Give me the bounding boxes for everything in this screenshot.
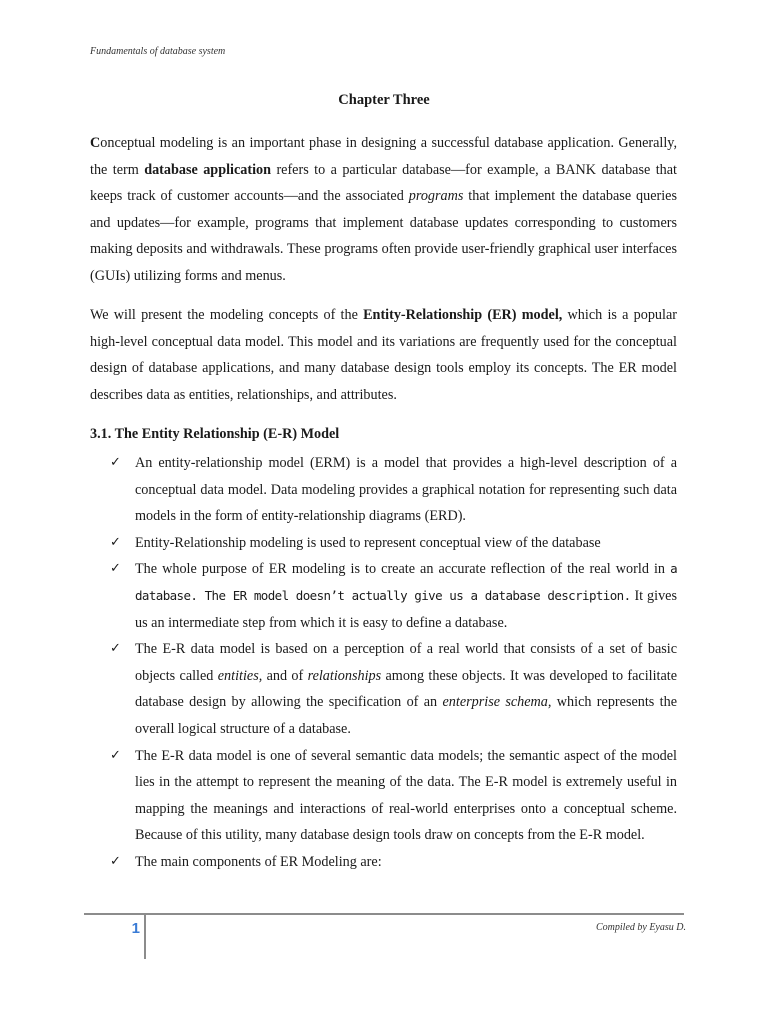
footer-credit: Compiled by Eyasu D. xyxy=(596,922,686,933)
list-item xyxy=(90,530,677,557)
bullet-list xyxy=(90,450,677,876)
page-number: 1 xyxy=(131,920,140,937)
italic-term: relationships xyxy=(307,667,382,684)
list-item xyxy=(90,849,677,876)
running-header: Fundamentals of database system xyxy=(90,46,226,57)
checkmark-icon: ✓ xyxy=(110,455,121,470)
checkmark-icon: ✓ xyxy=(110,561,121,577)
text-run: among these objects. It was developed to facilitate database design by allowing the specification of an xyxy=(135,667,678,711)
bullet-text: An entity-relationship model (ERM) is a model that provides a high-level description of a conceptual data model. Data modeling provides a graphical notation for representing such data models in the form of entity-relationship diagrams (ERD). xyxy=(135,455,677,525)
checkmark-icon: ✓ xyxy=(110,534,121,550)
italic-term: entities, xyxy=(217,667,263,684)
footer-divider xyxy=(144,915,146,959)
bullet-text: The main components of ER Modeling are: xyxy=(135,853,382,870)
list-item xyxy=(90,636,677,742)
bold-term: Entity-Relationship (ER) model, xyxy=(363,307,563,323)
section-heading: 3.1. The Entity Relationship (E-R) Model xyxy=(90,426,340,442)
text-run: that implement the database queries and updates—for example, programs that implement database updates corresponding to customers making deposits and withdrawals. These programs often provide user-friendly graphical user interfaces (GUIs) utilizing forms and menus. xyxy=(90,188,677,284)
text-run: It gives us an intermediate step from which it is easy to define a database. xyxy=(135,587,677,631)
list-item xyxy=(90,450,677,530)
bullet-text: Entity-Relationship modeling is used to represent conceptual view of the database xyxy=(135,534,601,551)
italic-term: programs xyxy=(408,188,464,205)
list-item xyxy=(90,556,677,636)
bold-term: database application xyxy=(144,161,272,178)
intro-paragraph xyxy=(90,130,677,290)
text-run: The whole purpose of ER modeling is to create an accurate reflection of the real world in xyxy=(135,561,671,578)
text-run: The E-R data model is based on a perception of a real world that consists of a set of basic objects called xyxy=(135,641,677,684)
text-run: which represents the overall logical structure of a database. xyxy=(135,694,677,737)
checkmark-icon: ✓ xyxy=(110,853,121,869)
er-model-paragraph xyxy=(90,302,677,408)
list-item xyxy=(90,743,677,849)
text-run: refers to a particular database—for example, a BANK database that keeps track of customer accounts—and the associated xyxy=(90,161,677,205)
drop-initial: C xyxy=(90,135,101,151)
text-run: and of xyxy=(262,667,308,684)
checkmark-icon: ✓ xyxy=(110,641,121,657)
text-run: We will present the modeling concepts of the xyxy=(90,307,364,323)
text-run: onceptual modeling is an important phase in designing a successful database application. Generally, the term xyxy=(90,135,677,178)
bullet-text: The E-R data model is one of several semantic data models; the semantic aspect of the model lies in the attempt to represent the meaning of the data. The E-R model is extremely useful in mapping the meanings and interactions of real-world enterprises onto a conceptual scheme. Because of this utility, many database design tools draw on concepts from the E-R model. xyxy=(135,747,677,844)
chapter-title: Chapter Three xyxy=(338,92,430,108)
footer-rule xyxy=(84,913,684,915)
italic-term: enterprise schema, xyxy=(442,694,552,711)
alt-font-run: a database. The ER model doesn’t actually give us a database description. xyxy=(135,561,677,603)
text-run: which is a popular high-level conceptual data model. This model and its variations are frequently used for the conceptual design of database applications, and many database design tools employ its concepts. The ER model describes data as entities, relationships, and attributes. xyxy=(90,307,677,403)
checkmark-icon: ✓ xyxy=(110,747,121,763)
